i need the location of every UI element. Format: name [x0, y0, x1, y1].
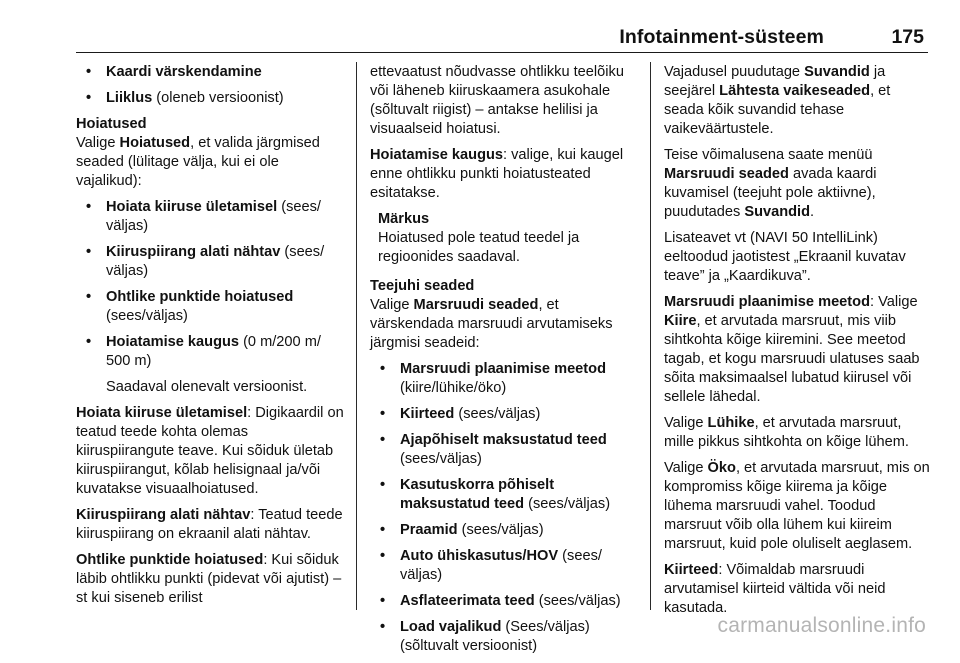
list-item: • Ohtlike punktide hoiatused (sees/väljas)	[76, 288, 346, 326]
paragraph: Lisateavet vt (NAVI 50 IntelliLink) eeltoodud jaotistest „Ekraanil kuvatav teave” ja „Kaardikuva”.	[664, 230, 906, 284]
paragraph: Valige Marsruudi seaded, et värskendada marsruudi arvutamiseks järgmisi seadeid:	[370, 297, 613, 351]
paragraph: Saadaval olenevalt versioonist.	[106, 379, 308, 395]
paragraph: ettevaatust nõudvasse ohtlikku teelõiku või läheneb kiiruskaamera asukohale (sõltuvalt riigist) – antakse helilisi ja visuaalseid hoiatusi.	[370, 64, 624, 137]
list-item: • Hoiatamise kaugus (0 m/200 m/ 500 m)	[76, 333, 346, 371]
paragraph: Hoiata kiiruse ületamisel: Digikaardil on teatud teede kohta olemas kiiruspiirangute teave. Kui sõiduk ületab kiiruspiirangut, kõlab helisignaal ja/või kuvatakse visuaalhoiatused.	[76, 405, 344, 497]
paragraph: Kiirteed: Võimaldab marsruudi arvutamisel kiirteid vältida või neid kasutada.	[664, 562, 886, 616]
column-left	[76, 63, 346, 615]
list-item: • Kaardi värskendamine	[76, 63, 346, 82]
column-middle	[370, 63, 636, 663]
list-item: • Kiirteed (sees/väljas)	[370, 405, 636, 424]
paragraph: Valige Hoiatused, et valida järgmised seaded (lülitage välja, kui ei ole vajalikud):	[76, 135, 320, 189]
paragraph: Valige Lühike, et arvutada marsruut, mille pikkus sihtkohta on kõige lühem.	[664, 415, 909, 450]
paragraph: Ohtlike punktide hoiatused: Kui sõiduk läbib ohtlikku punkti (pidevat või ajutist) – st kui siseneb erilist	[76, 552, 342, 606]
list-item: • Marsruudi plaanimise meetod (kiire/lühike/öko)	[370, 360, 636, 398]
list-item: • Auto ühiskasutus/HOV (sees/ väljas)	[370, 547, 636, 585]
bullet-list	[76, 198, 346, 371]
column-right	[664, 63, 932, 625]
column-divider	[650, 62, 651, 610]
paragraph: Kiiruspiirang alati nähtav: Teatud teede kiiruspiirang on ekraanil alati nähtav.	[76, 507, 343, 542]
header-title: Infotainment-süsteem	[619, 26, 824, 48]
paragraph: Valige Öko, et arvutada marsruut, mis on kompromiss kõige kiirema ja kõige lühema marsruudi vahel. Toodud marsruut võib olla lühem kui kiireim marsruut, kuid pole oluliselt aeglasem.	[664, 460, 930, 552]
page-header	[76, 22, 928, 53]
list-item: • Praamid (sees/väljas)	[370, 521, 636, 540]
note-box	[370, 210, 636, 267]
list-item: • Ajapõhiselt maksustatud teed (sees/väljas)	[370, 431, 636, 469]
watermark: carmanualsonline.info	[717, 614, 926, 637]
list-item: • Liiklus (oleneb versioonist)	[76, 89, 346, 108]
list-item: • Kiiruspiirang alati nähtav (sees/ väljas)	[76, 243, 346, 281]
list-item: • Kasutuskorra põhiselt maksustatud teed (sees/väljas)	[370, 476, 636, 514]
paragraph: Teise võimalusena saate menüü Marsruudi seaded avada kaardi kuvamisel (teejuht pole aktiivne), puudutades Suvandid.	[664, 147, 877, 220]
paragraph: Vajadusel puudutage Suvandid ja seejärel Lähtesta vaikeseaded, et seada kõik suvandid tehase vaikeväärtustele.	[664, 64, 891, 137]
list-item: • Hoiata kiiruse ületamisel (sees/ väljas)	[76, 198, 346, 236]
column-divider	[356, 62, 357, 610]
page-number: 175	[891, 26, 924, 48]
note-title: Märkus	[378, 211, 430, 227]
paragraph: Hoiatamise kaugus: valige, kui kaugel enne ohtlikku punkti hoiatusteated esitatakse.	[370, 147, 624, 201]
list-item: • Asflateerimata teed (sees/väljas)	[370, 592, 636, 611]
bullet-list	[76, 63, 346, 108]
list-item: • Load vajalikud (Sees/väljas) (sõltuvalt versioonist)	[370, 618, 636, 656]
section-heading: Teejuhi seaded	[370, 278, 475, 294]
note-text: Hoiatused pole teatud teedel ja regioonides saadaval.	[378, 230, 580, 265]
paragraph: Marsruudi plaanimise meetod: Valige Kiire, et arvutada marsruut, mis viib sihtkohta kõige kiiremini. See meetod tagab, et kogu marsruudi ulatuses saab sõita maksimaalsel lubatud kiirusel või sellele lähedal.	[664, 294, 920, 405]
section-heading: Hoiatused	[76, 116, 147, 132]
bullet-list	[370, 360, 636, 656]
